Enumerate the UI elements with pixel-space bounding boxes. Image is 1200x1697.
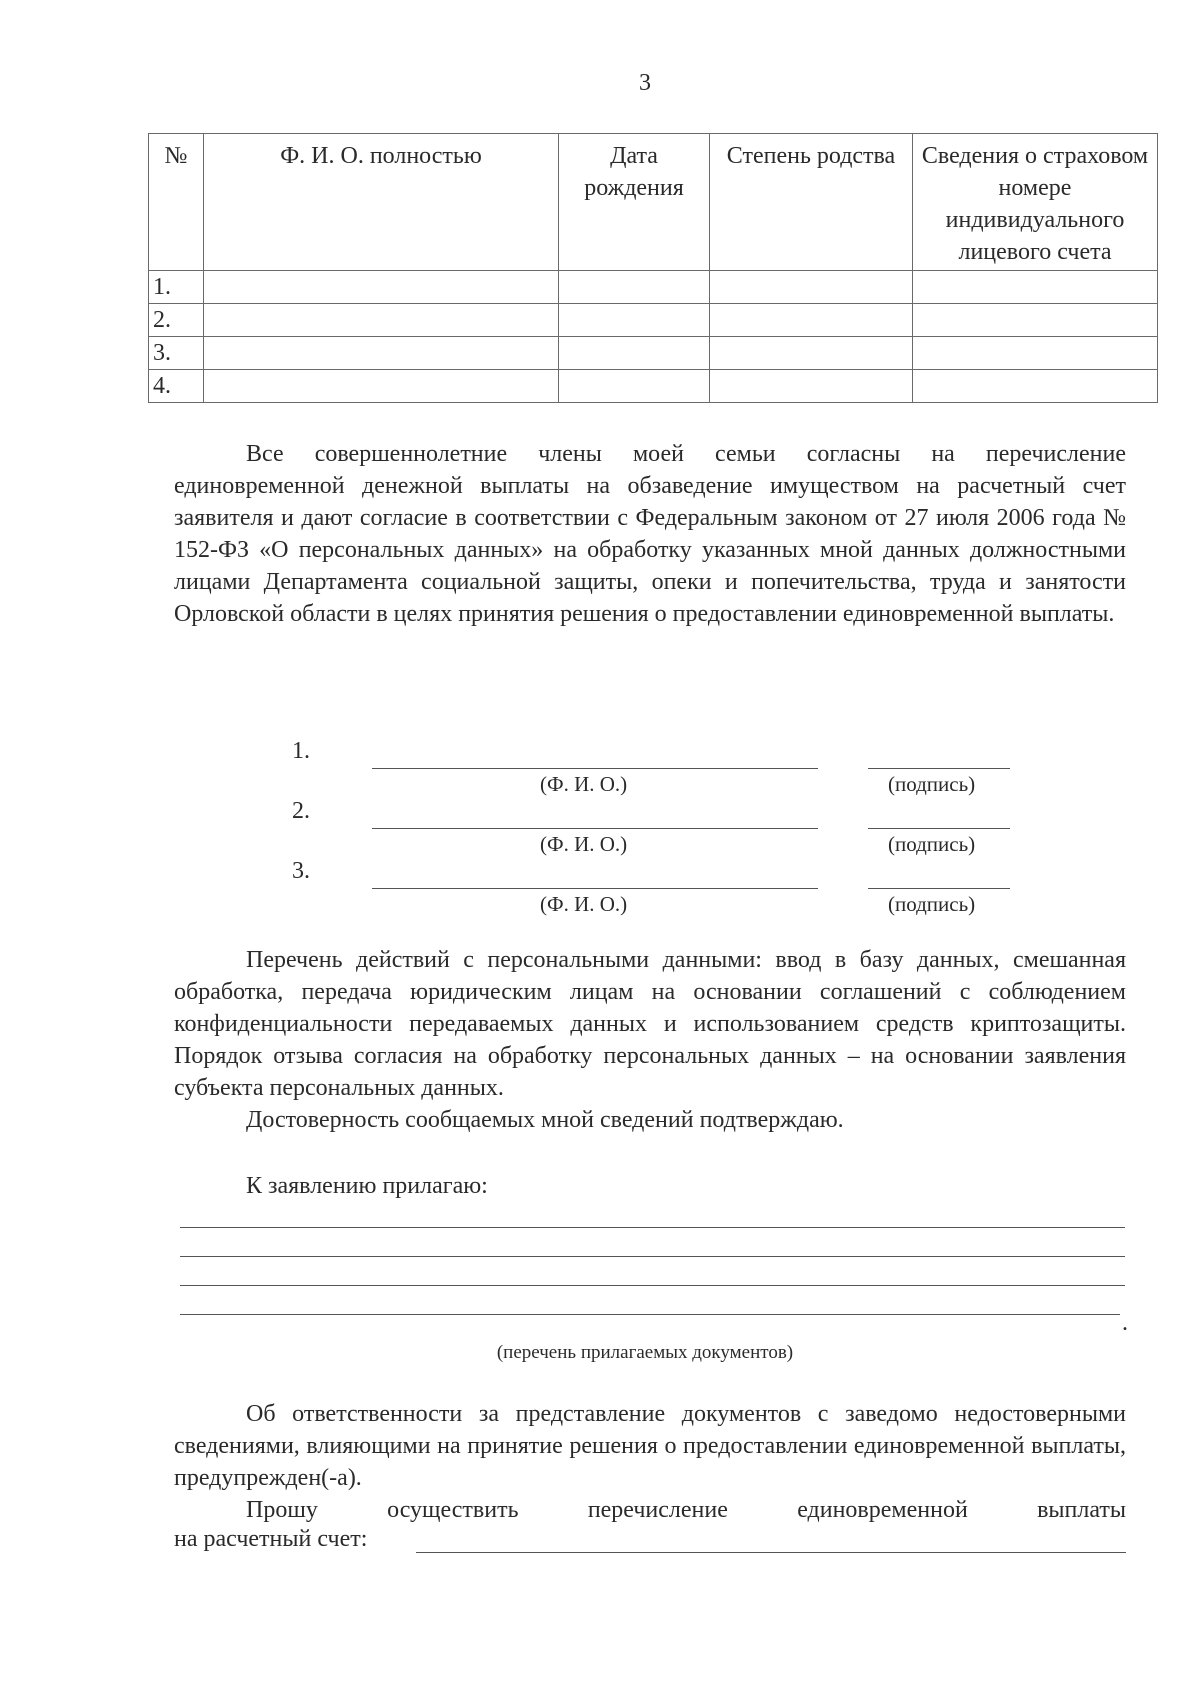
header-full-name: Ф. И. О. полностью: [204, 134, 559, 271]
name-line[interactable]: [372, 828, 818, 829]
relationship-cell[interactable]: [710, 337, 913, 370]
birth-date-cell[interactable]: [559, 370, 710, 403]
signature-number: 3.: [292, 858, 310, 884]
attachment-line[interactable]: [180, 1314, 1120, 1315]
header-snils: Сведения о страховом номере индивидуального лицевого счета: [913, 134, 1158, 271]
signature-line[interactable]: [868, 828, 1010, 829]
account-number-line[interactable]: [416, 1552, 1126, 1553]
row-number: 1.: [149, 271, 204, 304]
page-number: 3: [639, 70, 651, 96]
name-line[interactable]: [372, 888, 818, 889]
family-members-table: [148, 133, 1158, 403]
responsibility-paragraph: Об ответственности за представление документов с заведомо недостоверными сведениями, влияющими на принятие решения о предоставлении единовременной выплаты, предупрежден(-а).: [174, 1401, 1126, 1491]
full-name-cell[interactable]: [204, 337, 559, 370]
snils-cell[interactable]: [913, 304, 1158, 337]
account-label: на расчетный счет:: [174, 1526, 368, 1552]
signature-line[interactable]: [868, 768, 1010, 769]
relationship-cell[interactable]: [710, 370, 913, 403]
attachment-line[interactable]: [180, 1227, 1125, 1228]
row-number: 4.: [149, 370, 204, 403]
relationship-cell[interactable]: [710, 271, 913, 304]
actions-paragraph: Перечень действий с персональными данными: ввод в базу данных, смешанная обработка, передача юридическим лицам на основании соглашений с соблюдением конфиденциальности передаваемых данных и использованием средств криптозащиты. Порядок отзыва согласия на обработку персональных данных – на основании заявления субъекта персональных данных.: [174, 947, 1126, 1101]
full-name-cell[interactable]: [204, 271, 559, 304]
table-row: [149, 370, 1158, 403]
signature-caption: (подпись): [888, 892, 976, 916]
name-line[interactable]: [372, 768, 818, 769]
signature-number: 1.: [292, 738, 310, 764]
row-number: 2.: [149, 304, 204, 337]
row-number: 3.: [149, 337, 204, 370]
snils-cell[interactable]: [913, 271, 1158, 304]
full-name-cell[interactable]: [204, 304, 559, 337]
table-row: [149, 271, 1158, 304]
table-header-row: [149, 134, 1158, 271]
signature-caption: (подпись): [888, 832, 976, 856]
consent-paragraph: Все совершеннолетние члены моей семьи согласны на перечисление единовременной денежной выплаты на обзаведение имуществом на расчетный счет заявителя и дают согласие в соответствии с Федеральным законом от 27 июля 2006 года № 152-ФЗ «О персональных данных» на обработку указанных мной данных должностными лицами Департамента социальной защиты, опеки и попечительства, труда и занятости Орловской области в целях принятия решения о предоставлении единовременной выплаты.: [174, 441, 1126, 627]
birth-date-cell[interactable]: [559, 337, 710, 370]
birth-date-cell[interactable]: [559, 271, 710, 304]
snils-cell[interactable]: [913, 337, 1158, 370]
name-caption: (Ф. И. О.): [540, 772, 628, 796]
attach-title: К заявлению прилагаю:: [246, 1173, 488, 1199]
attachment-line[interactable]: [180, 1285, 1125, 1286]
relationship-cell[interactable]: [710, 304, 913, 337]
full-name-cell[interactable]: [204, 370, 559, 403]
attachment-caption: (перечень прилагаемых документов): [496, 1342, 794, 1363]
attachment-end-dot: .: [1122, 1310, 1128, 1336]
snils-cell[interactable]: [913, 370, 1158, 403]
header-birth-date: Дата рождения: [559, 134, 710, 271]
header-number: №: [149, 134, 204, 271]
name-caption: (Ф. И. О.): [540, 892, 628, 916]
name-caption: (Ф. И. О.): [540, 832, 628, 856]
attachment-line[interactable]: [180, 1256, 1125, 1257]
signature-caption: (подпись): [888, 772, 976, 796]
birth-date-cell[interactable]: [559, 304, 710, 337]
table-row: [149, 304, 1158, 337]
signature-number: 2.: [292, 798, 310, 824]
confirm-paragraph: Достоверность сообщаемых мной сведений подтверждаю.: [246, 1107, 844, 1133]
table-row: [149, 337, 1158, 370]
request-paragraph: Прошу осуществить перечисление единовременной выплаты: [246, 1497, 1126, 1523]
header-relationship: Степень родства: [710, 134, 913, 271]
signature-line[interactable]: [868, 888, 1010, 889]
